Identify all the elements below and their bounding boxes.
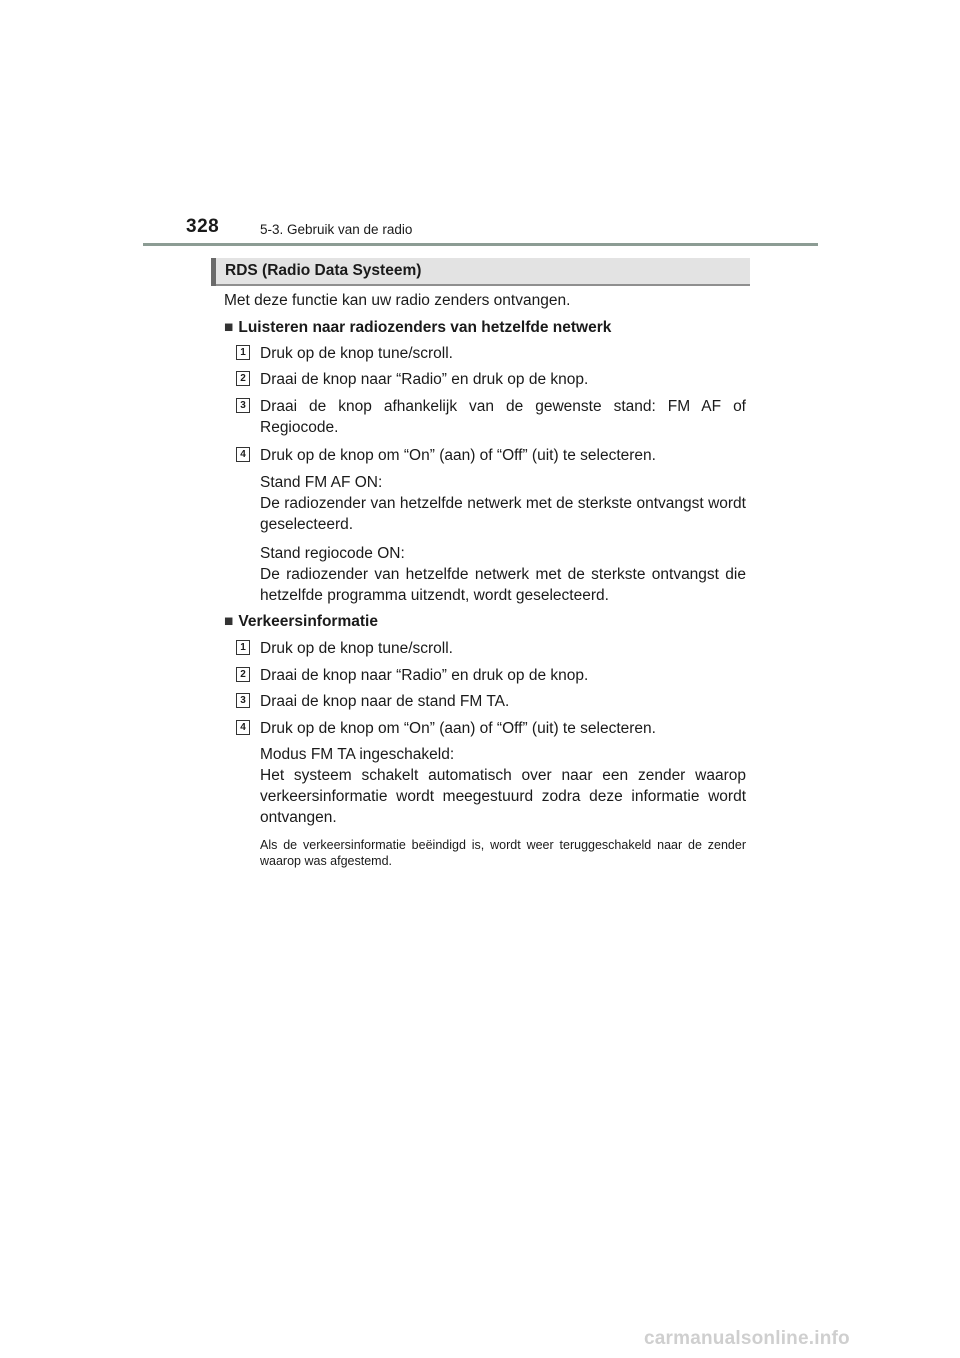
traffic-step-1 <box>240 638 746 659</box>
step-text: Druk op de knop tune/scroll. <box>260 640 453 657</box>
step-number-badge: 1 <box>236 345 250 360</box>
traffic-subheading <box>224 611 378 632</box>
section-title-accent <box>211 258 216 286</box>
step-text: Draai de knop afhankelijk van de gewenste stand: FM AF of Regiocode. <box>260 398 746 436</box>
step-text: Draai de knop naar de stand FM TA. <box>260 693 510 710</box>
traffic-step-3 <box>240 691 746 712</box>
regiocode-description <box>260 543 746 606</box>
traffic-step-4 <box>240 718 746 739</box>
traffic-step-2 <box>240 665 746 686</box>
section-reference: 5-3. Gebruik van de radio <box>260 222 413 237</box>
intro-text: Met deze functie kan uw radio zenders ontvangen. <box>224 292 571 309</box>
mode-text: De radiozender van hetzelfde netwerk met de sterkste ontvangst die hetzelfde programma uitzendt, wordt geselecteerd. <box>260 566 746 604</box>
mode-text: De radiozender van hetzelfde netwerk met de sterkste ontvangst wordt geselecteerd. <box>260 495 746 533</box>
header-divider <box>143 243 818 246</box>
step-number-badge: 2 <box>236 667 250 682</box>
network-subheading <box>224 317 611 338</box>
network-step-3 <box>240 396 746 438</box>
fm-af-description <box>260 472 746 535</box>
step-text: Druk op de knop om “On” (aan) of “Off” (uit) te selecteren. <box>260 447 656 464</box>
step-number-badge: 3 <box>236 693 250 708</box>
mode-title: Stand FM AF ON: <box>260 474 383 491</box>
square-bullet-icon: ■ <box>224 613 234 630</box>
traffic-title: Verkeersinformatie <box>238 613 378 630</box>
step-number-badge: 3 <box>236 398 250 413</box>
square-bullet-icon: ■ <box>224 319 234 336</box>
section-title-bar <box>211 258 750 286</box>
network-step-4 <box>240 445 746 466</box>
watermark: carmanualsonline.info <box>644 1328 850 1349</box>
mode-text: Het systeem schakelt automatisch over naar een zender waarop verkeersinformatie wordt meegestuurd zodra deze informatie wordt ontvangen. <box>260 767 746 826</box>
step-number-badge: 2 <box>236 371 250 386</box>
fm-ta-description <box>260 744 746 828</box>
mode-title: Modus FM TA ingeschakeld: <box>260 746 455 763</box>
page-header <box>0 0 960 250</box>
network-step-1 <box>240 343 746 364</box>
step-number-badge: 4 <box>236 447 250 462</box>
step-text: Draai de knop naar “Radio” en druk op de knop. <box>260 371 589 388</box>
step-number-badge: 4 <box>236 720 250 735</box>
network-title: Luisteren naar radiozenders van hetzelfde netwerk <box>238 319 612 336</box>
network-step-2 <box>240 369 746 390</box>
step-text: Druk op de knop tune/scroll. <box>260 345 453 362</box>
step-text: Draai de knop naar “Radio” en druk op de knop. <box>260 667 589 684</box>
traffic-note: Als de verkeersinformatie beëindigd is, wordt weer teruggeschakeld naar de zender waarop was afgestemd. <box>260 838 746 868</box>
section-title: RDS (Radio Data Systeem) <box>225 262 422 279</box>
step-number-badge: 1 <box>236 640 250 655</box>
step-text: Druk op de knop om “On” (aan) of “Off” (uit) te selecteren. <box>260 720 656 737</box>
page-number: 328 <box>186 216 220 237</box>
mode-title: Stand regiocode ON: <box>260 545 405 562</box>
